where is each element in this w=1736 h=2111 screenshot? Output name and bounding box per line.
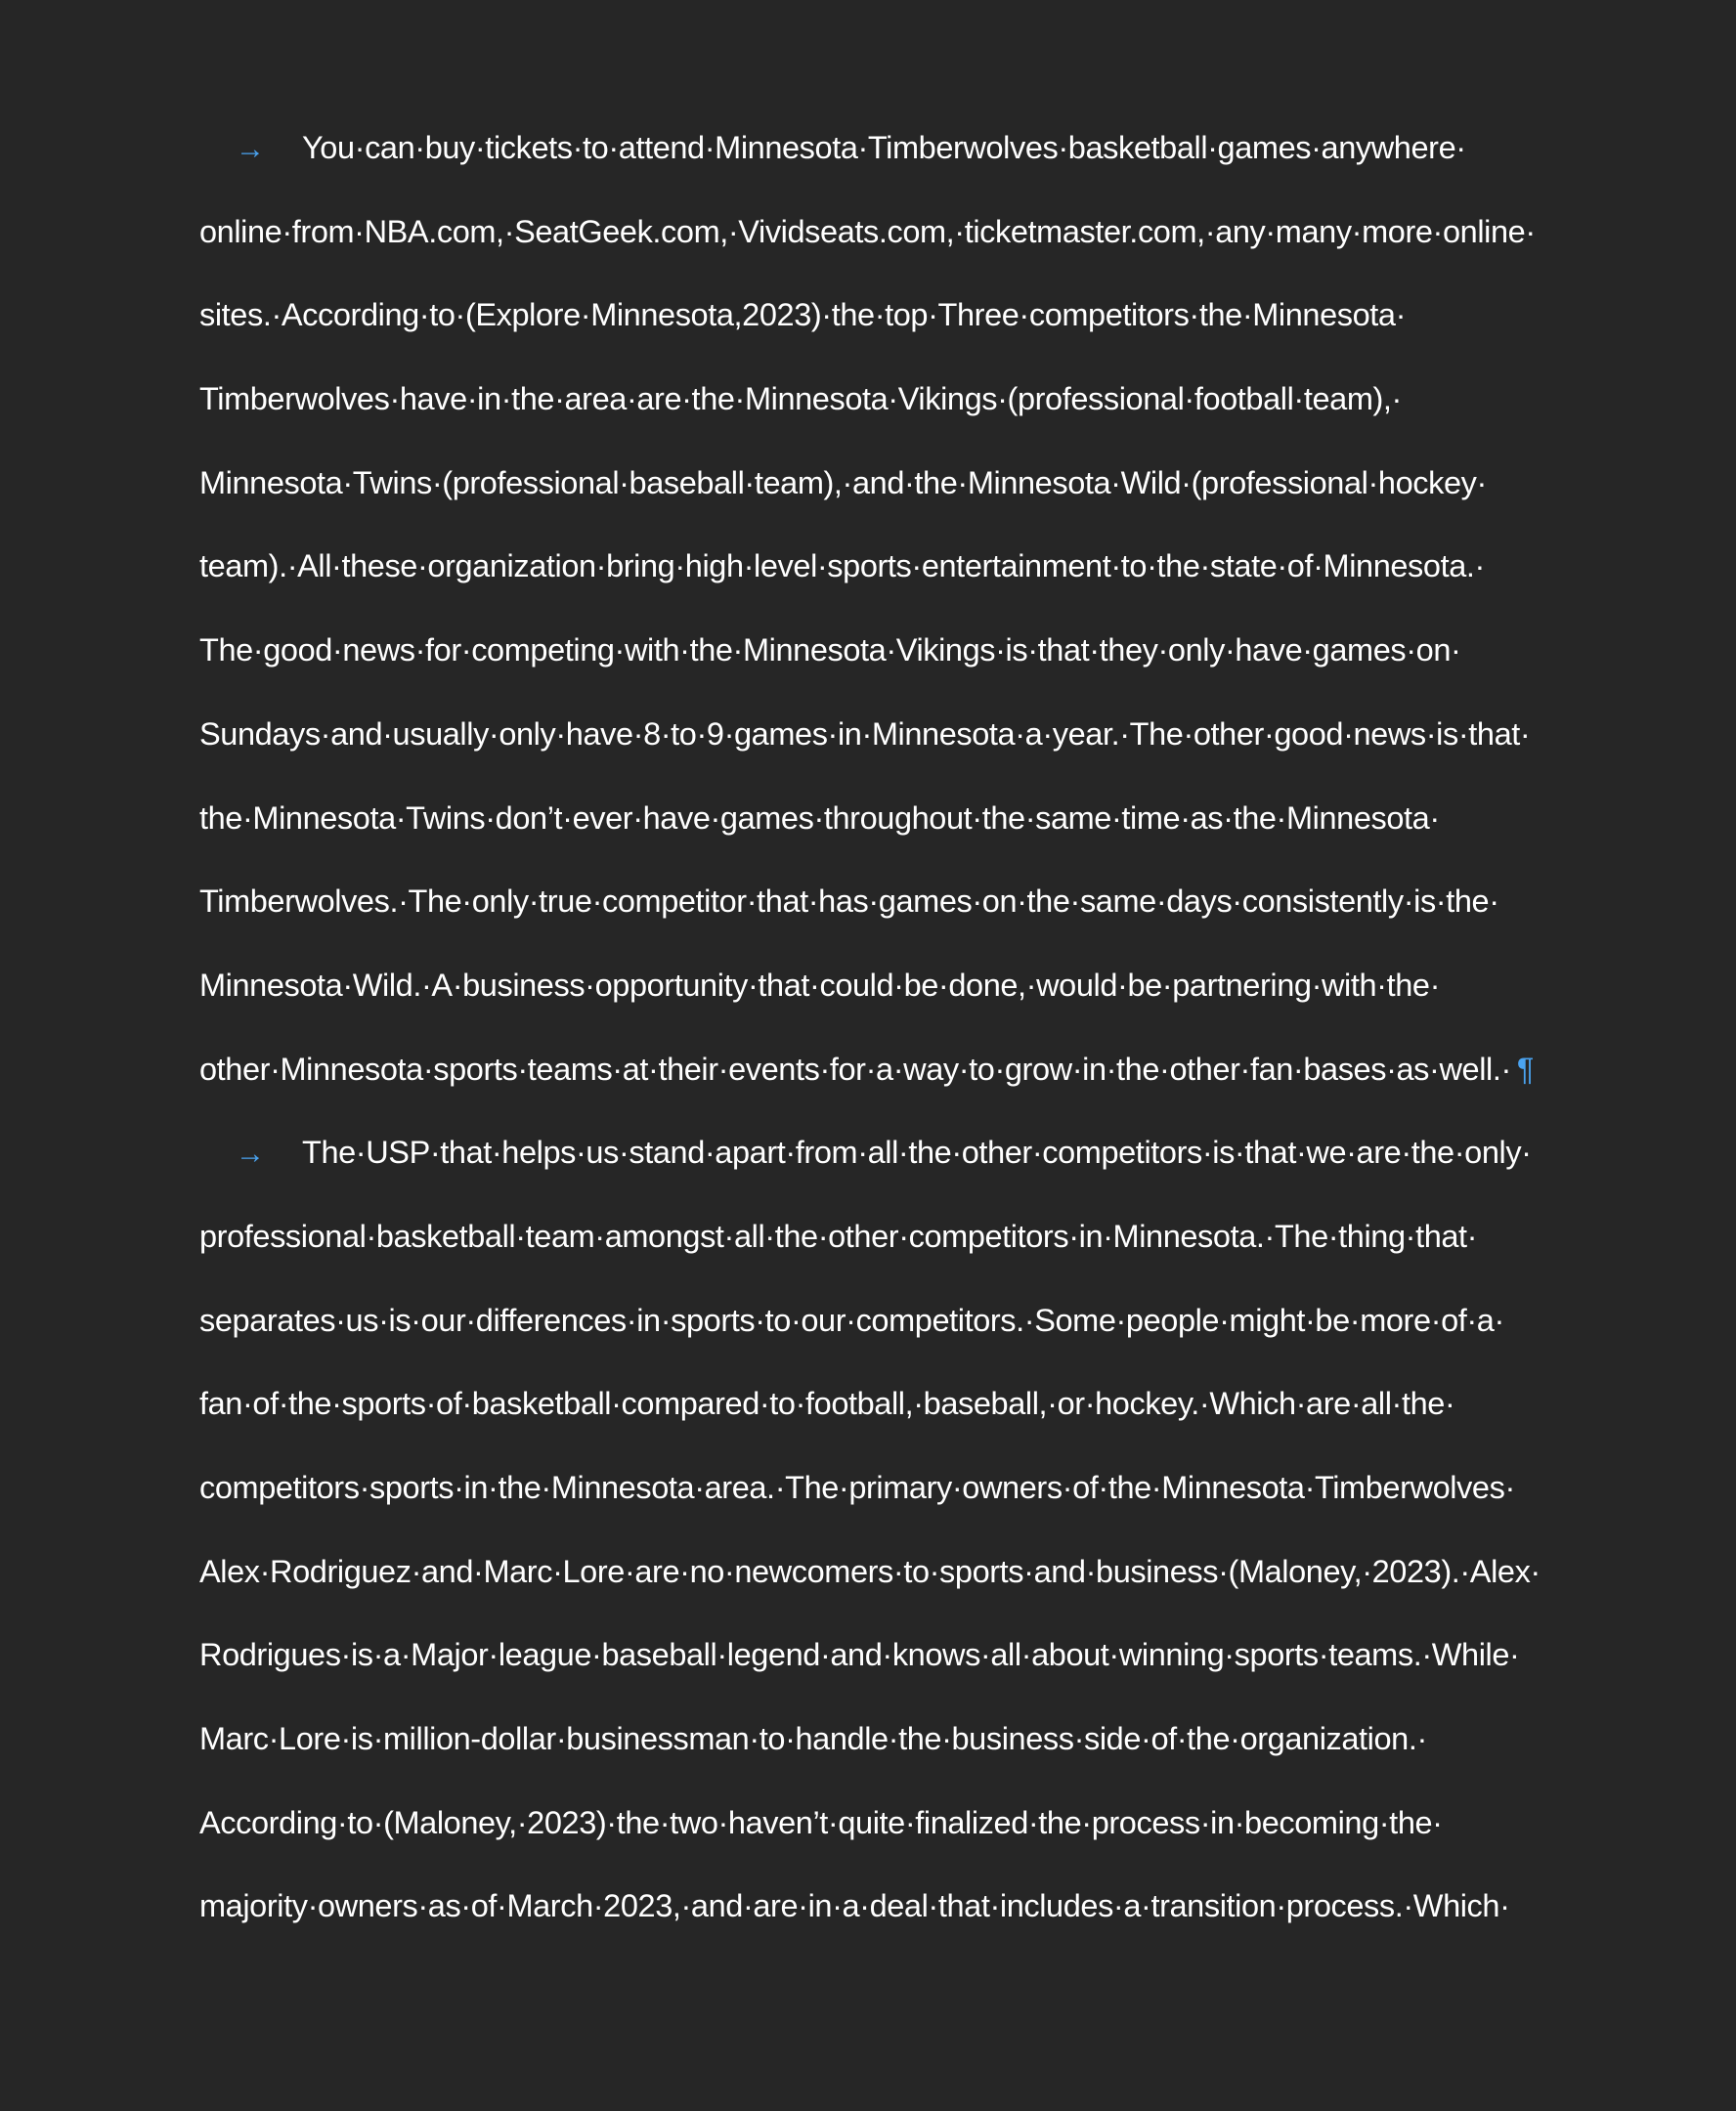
text-line[interactable]: [199, 1698, 1548, 1782]
line-text: separates·us·is·our·differences·in·sports·to·our·competitors.·Some·people·might·be·more·of·a·: [199, 1302, 1504, 1338]
line-text: other·Minnesota·sports·teams·at·their·events·for·a·way·to·grow·in·the·other·fan·bases·as·well.·: [199, 1051, 1511, 1087]
line-text: Alex·Rodriguez·and·Marc·Lore·are·no·newcomers·to·sports·and·business·(Maloney,·2023).·Alex·: [199, 1553, 1541, 1589]
first-line-indent: [199, 1111, 302, 1196]
text-line[interactable]: [199, 1111, 1548, 1195]
text-line[interactable]: [199, 860, 1548, 944]
line-text: Minnesota·Twins·(professional·baseball·team),·and·the·Minnesota·Wild·(professional·hockey·: [199, 464, 1487, 500]
text-line[interactable]: [199, 1614, 1548, 1698]
text-line[interactable]: [199, 358, 1548, 442]
line-text: fan·of·the·sports·of·basketball·compared·to·football,·baseball,·or·hockey.·Which·are·all·the·: [199, 1386, 1455, 1422]
text-line[interactable]: [199, 1279, 1548, 1363]
line-text: Minnesota·Wild.·A·business·opportunity·that·could·be·done,·would·be·partnering·with·the·: [199, 967, 1441, 1003]
paragraph-1[interactable]: [199, 107, 1548, 1111]
line-text: Marc·Lore·is·million-dollar·businessman·to·handle·the·business·side·of·the·organization.·: [199, 1721, 1427, 1757]
line-text: Rodrigues·is·a·Major·league·baseball·legend·and·knows·all·about·winning·sports·teams.·While·: [199, 1637, 1520, 1673]
text-line[interactable]: [199, 777, 1548, 861]
text-line[interactable]: [199, 693, 1548, 777]
text-line[interactable]: [199, 274, 1548, 358]
line-text: Timberwolves·have·in·the·area·are·the·Minnesota·Vikings·(professional·football·team),·: [199, 381, 1402, 417]
text-line[interactable]: [199, 1028, 1548, 1112]
text-line[interactable]: [199, 442, 1548, 526]
line-text: team).·All·these·organization·bring·high·level·sports·entertainment·to·the·state·of·Minnesota.·: [199, 548, 1485, 584]
text-line[interactable]: [199, 1782, 1548, 1866]
text-line[interactable]: [199, 107, 1548, 191]
line-text: the·Minnesota·Twins·don’t·ever·have·games·throughout·the·same·time·as·the·Minnesota·: [199, 799, 1440, 836]
text-line[interactable]: [199, 1530, 1548, 1615]
document-body[interactable]: [199, 107, 1548, 1949]
pilcrow-icon: ¶: [1516, 1051, 1534, 1087]
tab-mark-icon: →: [236, 133, 265, 165]
text-line[interactable]: [199, 1362, 1548, 1446]
line-text: Timberwolves.·The·only·true·competitor·that·has·games·on·the·same·days·consistently·is·the·: [199, 883, 1499, 920]
text-line[interactable]: [199, 609, 1548, 693]
line-text: You·can·buy·tickets·to·attend·Minnesota·Timberwolves·basketball·games·anywhere·: [302, 130, 1466, 165]
tab-mark-icon: →: [236, 1138, 265, 1171]
paragraph-2[interactable]: [199, 1111, 1548, 1949]
line-text: majority·owners·as·of·March·2023,·and·are·in·a·deal·that·includes·a·transition·process.·Which·: [199, 1888, 1510, 1924]
text-line[interactable]: [199, 525, 1548, 609]
line-text: The·good·news·for·competing·with·the·Minnesota·Vikings·is·that·they·only·have·games·on·: [199, 632, 1461, 668]
text-line[interactable]: [199, 944, 1548, 1028]
line-text: Sundays·and·usually·only·have·8·to·9·games·in·Minnesota·a·year.·The·other·good·news·is·that·: [199, 715, 1531, 752]
text-line[interactable]: [199, 1446, 1548, 1530]
line-text: competitors·sports·in·the·Minnesota·area.·The·primary·owners·of·the·Minnesota·Timberwolves·: [199, 1470, 1515, 1505]
line-text: online·from·NBA.com,·SeatGeek.com,·Vividseats.com,·ticketmaster.com,·any·many·more·online·: [199, 213, 1536, 249]
line-text: The·USP·that·helps·us·stand·apart·from·all·the·other·competitors·is·that·we·are·the·only·: [302, 1135, 1532, 1171]
text-line[interactable]: [199, 1865, 1548, 1949]
text-line[interactable]: [199, 1195, 1548, 1279]
text-line[interactable]: [199, 191, 1548, 275]
line-text: professional·basketball·team·amongst·all·the·other·competitors·in·Minnesota.·The·thing·that·: [199, 1218, 1478, 1254]
line-text: sites.·According·to·(Explore·Minnesota,2023)·the·top·Three·competitors·the·Minnesota·: [199, 297, 1407, 333]
line-text: According·to·(Maloney,·2023)·the·two·haven’t·quite·finalized·the·process·in·becoming·the·: [199, 1804, 1443, 1840]
first-line-indent: [199, 107, 302, 192]
